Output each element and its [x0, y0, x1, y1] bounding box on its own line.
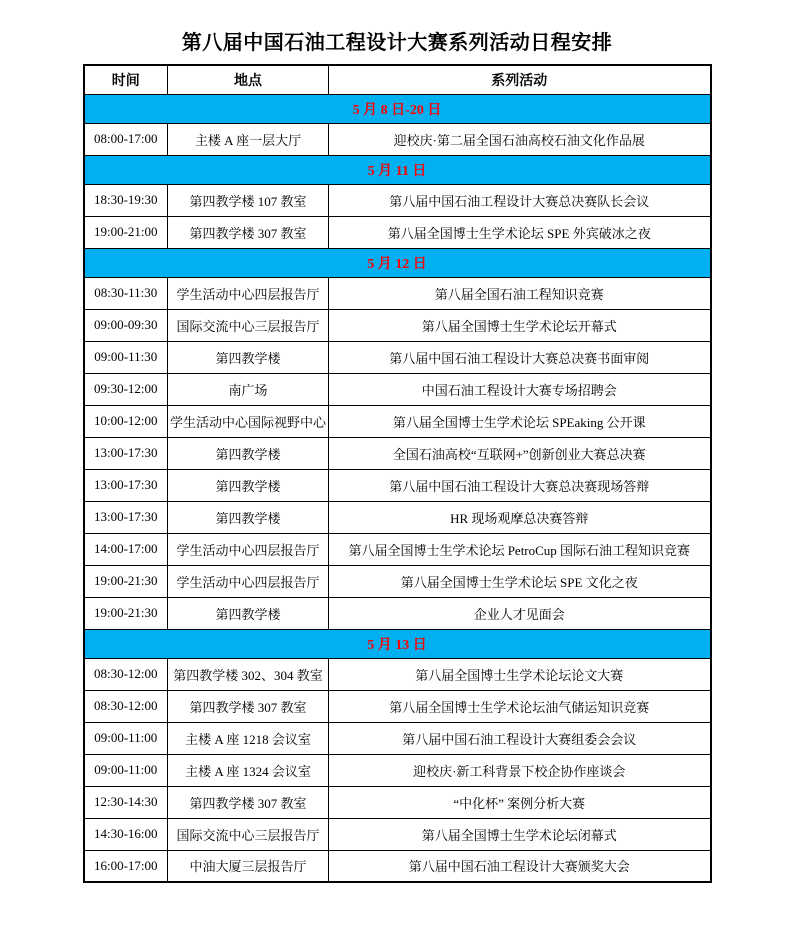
place-cell: 国际交流中心三层报告厅	[168, 309, 329, 341]
place-cell: 主楼 A 座 1218 会议室	[168, 722, 329, 754]
time-cell: 19:00-21:30	[84, 565, 168, 597]
date-section-label: 5 月 13 日	[84, 629, 711, 658]
table-row	[84, 850, 711, 882]
time-cell: 09:30-12:00	[84, 373, 168, 405]
date-section-row	[84, 94, 711, 123]
table-row	[84, 373, 711, 405]
activity-cell: 第八届中国石油工程设计大赛颁奖大会	[329, 850, 711, 882]
date-section-row	[84, 629, 711, 658]
date-section-row	[84, 155, 711, 184]
place-cell: 中油大厦三层报告厅	[168, 850, 329, 882]
column-header-activity: 系列活动	[329, 65, 711, 94]
activity-cell: 第八届全国博士生学术论坛油气储运知识竞赛	[329, 690, 711, 722]
table-row	[84, 565, 711, 597]
activity-cell: 企业人才见面会	[329, 597, 711, 629]
place-cell: 第四教学楼	[168, 469, 329, 501]
date-section-label: 5 月 8 日-20 日	[84, 94, 711, 123]
place-cell: 学生活动中心国际视野中心	[168, 405, 329, 437]
column-header-time: 时间	[84, 65, 168, 94]
activity-cell: 第八届全国博士生学术论坛 PetroCup 国际石油工程知识竞赛	[329, 533, 711, 565]
time-cell: 08:30-11:30	[84, 277, 168, 309]
table-row	[84, 277, 711, 309]
date-section-label: 5 月 11 日	[84, 155, 711, 184]
place-cell: 主楼 A 座 1324 会议室	[168, 754, 329, 786]
table-row	[84, 786, 711, 818]
place-cell: 主楼 A 座一层大厅	[168, 123, 329, 155]
activity-cell: 第八届全国博士生学术论坛论文大赛	[329, 658, 711, 690]
time-cell: 19:00-21:00	[84, 216, 168, 248]
place-cell: 第四教学楼	[168, 501, 329, 533]
activity-cell: 第八届全国博士生学术论坛 SPE 外宾破冰之夜	[329, 216, 711, 248]
place-cell: 第四教学楼	[168, 437, 329, 469]
time-cell: 18:30-19:30	[84, 184, 168, 216]
table-row	[84, 754, 711, 786]
table-row	[84, 123, 711, 155]
column-header-place: 地点	[168, 65, 329, 94]
time-cell: 19:00-21:30	[84, 597, 168, 629]
activity-cell: 全国石油高校“互联网+”创新创业大赛总决赛	[329, 437, 711, 469]
activity-cell: 第八届中国石油工程设计大赛总决赛现场答辩	[329, 469, 711, 501]
table-row	[84, 501, 711, 533]
table-row	[84, 722, 711, 754]
activity-cell: HR 现场观摩总决赛答辩	[329, 501, 711, 533]
place-cell: 南广场	[168, 373, 329, 405]
activity-cell: “中化杯” 案例分析大赛	[329, 786, 711, 818]
table-row	[84, 341, 711, 373]
time-cell: 13:00-17:30	[84, 469, 168, 501]
table-row	[84, 216, 711, 248]
table-row	[84, 597, 711, 629]
time-cell: 14:00-17:00	[84, 533, 168, 565]
table-row	[84, 658, 711, 690]
activity-cell: 第八届全国博士生学术论坛 SPEaking 公开课	[329, 405, 711, 437]
time-cell: 08:30-12:00	[84, 690, 168, 722]
place-cell: 第四教学楼 307 教室	[168, 690, 329, 722]
activity-cell: 迎校庆·第二届全国石油高校石油文化作品展	[329, 123, 711, 155]
time-cell: 08:30-12:00	[84, 658, 168, 690]
table-row	[84, 405, 711, 437]
activity-cell: 中国石油工程设计大赛专场招聘会	[329, 373, 711, 405]
time-cell: 09:00-11:30	[84, 341, 168, 373]
time-cell: 09:00-11:00	[84, 722, 168, 754]
place-cell: 学生活动中心四层报告厅	[168, 533, 329, 565]
time-cell: 09:00-11:00	[84, 754, 168, 786]
activity-cell: 迎校庆·新工科背景下校企协作座谈会	[329, 754, 711, 786]
time-cell: 10:00-12:00	[84, 405, 168, 437]
activity-cell: 第八届全国博士生学术论坛 SPE 文化之夜	[329, 565, 711, 597]
place-cell: 第四教学楼	[168, 341, 329, 373]
place-cell: 第四教学楼	[168, 597, 329, 629]
activity-cell: 第八届中国石油工程设计大赛总决赛书面审阅	[329, 341, 711, 373]
time-cell: 12:30-14:30	[84, 786, 168, 818]
time-cell: 09:00-09:30	[84, 309, 168, 341]
table-row	[84, 818, 711, 850]
page-title: 第八届中国石油工程设计大赛系列活动日程安排	[181, 32, 613, 54]
activity-cell: 第八届全国博士生学术论坛开幕式	[329, 309, 711, 341]
place-cell: 国际交流中心三层报告厅	[168, 818, 329, 850]
time-cell: 13:00-17:30	[84, 437, 168, 469]
activity-cell: 第八届中国石油工程设计大赛总决赛队长会议	[329, 184, 711, 216]
table-row	[84, 469, 711, 501]
date-section-label: 5 月 12 日	[84, 248, 711, 277]
place-cell: 学生活动中心四层报告厅	[168, 277, 329, 309]
time-cell: 13:00-17:30	[84, 501, 168, 533]
place-cell: 第四教学楼 307 教室	[168, 216, 329, 248]
activity-cell: 第八届全国石油工程知识竞赛	[329, 277, 711, 309]
time-cell: 16:00-17:00	[84, 850, 168, 882]
activity-cell: 第八届中国石油工程设计大赛组委会会议	[329, 722, 711, 754]
table-row	[84, 184, 711, 216]
time-cell: 08:00-17:00	[84, 123, 168, 155]
place-cell: 第四教学楼 302、304 教室	[168, 658, 329, 690]
activity-cell: 第八届全国博士生学术论坛闭幕式	[329, 818, 711, 850]
table-row	[84, 437, 711, 469]
date-section-row	[84, 248, 711, 277]
place-cell: 第四教学楼 307 教室	[168, 786, 329, 818]
table-row	[84, 309, 711, 341]
place-cell: 第四教学楼 107 教室	[168, 184, 329, 216]
time-cell: 14:30-16:00	[84, 818, 168, 850]
table-row	[84, 690, 711, 722]
table-row	[84, 533, 711, 565]
header-row	[84, 65, 711, 94]
schedule-table	[83, 64, 712, 883]
place-cell: 学生活动中心四层报告厅	[168, 565, 329, 597]
